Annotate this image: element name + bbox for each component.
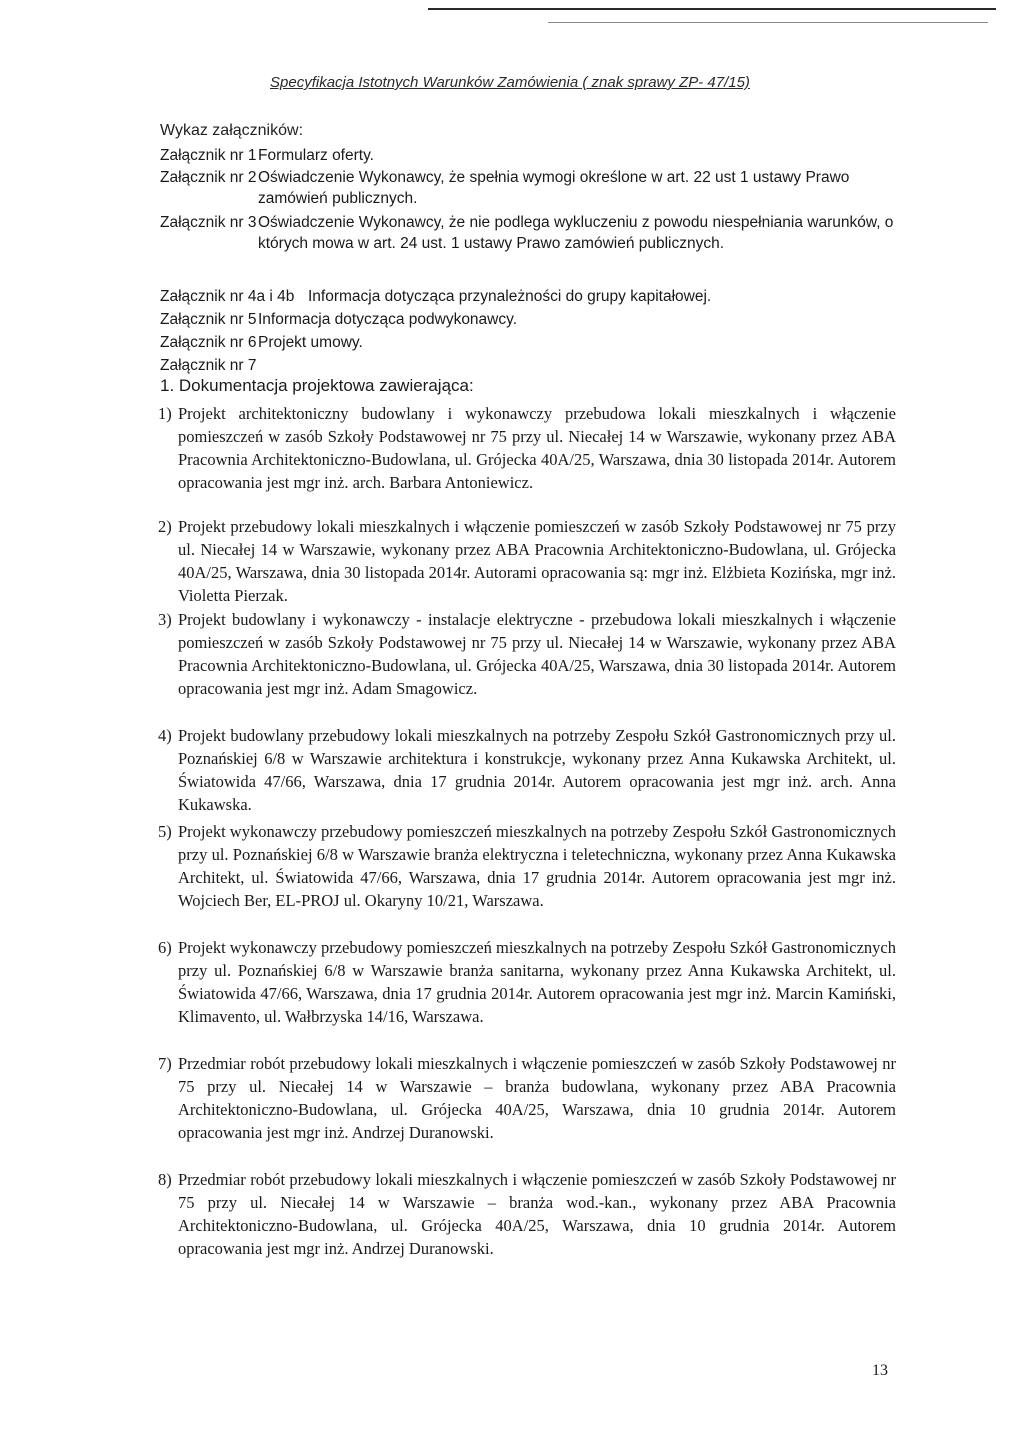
item-text: Projekt budowlany i wykonawczy - instalacje elektryczne - przebudowa lokali mieszkalnych i włączenie pomieszczeń w zasób Szkoły Podstawowej nr 75 przy ul. Niecałej 14 w Warszawie, wykonany przez ABA Pracownia Architektoniczno-Budowlana, ul. Grójecka 40A/25, Warszawa, dnia 30 listopada 2014r. Autorem opracowania jest mgr inż. Adam Smagowicz.: [178, 610, 896, 698]
item-number: 1): [158, 404, 172, 423]
page-header: Specyfikacja Istotnych Warunków Zamówienia ( znak sprawy ZP- 47/15): [270, 74, 750, 91]
item-text: Projekt budowlany przebudowy lokali mieszkalnych na potrzeby Zespołu Szkół Gastronomicznych przy ul. Poznańskiej 6/8 w Warszawie architektura i konstrukcje, wykonany przez Anna Kukawska Architekt, ul. Światowida 47/66, Warszawa, dnia 17 grudnia 2014r. Autorem opracowania jest mgr inż. arch. Anna Kukawska.: [178, 726, 896, 814]
annex-label: Załącznik nr 1: [160, 147, 257, 164]
annex-text: Informacja dotycząca podwykonawcy.: [258, 311, 518, 328]
annex-label: Załącznik nr 6: [160, 334, 257, 351]
top-rule: [428, 8, 996, 10]
annex-label: Załącznik nr 5: [160, 311, 257, 328]
documentation-heading: 1. Dokumentacja projektowa zawierająca:: [160, 376, 474, 395]
annex-text: Informacja dotycząca przynależności do grupy kapitałowej.: [308, 288, 712, 305]
item-number: 5): [158, 822, 172, 841]
annex-label: Załącznik nr 4a i 4b: [160, 288, 295, 305]
annex-list-heading: Wykaz załączników:: [160, 122, 304, 139]
item-text: Projekt wykonawczy przebudowy pomieszczeń mieszkalnych na potrzeby Zespołu Szkół Gastronomicznych przy ul. Poznańskiej 6/8 w Warszawie branża elektryczna i teletechniczna, wykonany przez Anna Kukawska Architekt, ul. Światowida 47/66, Warszawa, dnia 17 grudnia 2014r. Autorem opracowania jest mgr inż. Wojciech Ber, EL-PROJ ul. Okaryny 10/21, Warszawa.: [178, 822, 896, 910]
annex-text: Oświadczenie Wykonawcy, że nie podlega wykluczeniu z powodu niespełniania warunków, o których mowa w art. 24 ust. 1 ustawy Prawo zamówień publicznych.: [258, 214, 894, 252]
annex-label: Załącznik nr 2: [160, 169, 257, 186]
item-text: Przedmiar robót przebudowy lokali mieszkalnych i włączenie pomieszczeń w zasób Szkoły Podstawowej nr 75 przy ul. Niecałej 14 w Warszawie – branża budowlana, wykonany przez ABA Pracownia Architektoniczno-Budowlana, ul. Grójecka 40A/25, Warszawa, dnia 10 grudnia 2014r. Autorem opracowania jest mgr inż. Andrzej Duranowski.: [178, 1054, 896, 1142]
item-number: 3): [158, 610, 172, 629]
annex-label: Załącznik nr 7: [160, 357, 257, 374]
item-number: 6): [158, 938, 172, 957]
top-rule-thin: [548, 22, 988, 23]
item-number: 4): [158, 726, 172, 745]
item-number: 7): [158, 1054, 172, 1073]
annex-text: Oświadczenie Wykonawcy, że spełnia wymogi określone w art. 22 ust 1 ustawy Prawo zamówień publicznych.: [258, 169, 850, 207]
page-number: 13: [872, 1362, 888, 1379]
item-text: Przedmiar robót przebudowy lokali mieszkalnych i włączenie pomieszczeń w zasób Szkoły Podstawowej nr 75 przy ul. Niecałej 14 w Warszawie – branża wod.-kan., wykonany przez ABA Pracownia Architektoniczno-Budowlana, ul. Grójecka 40A/25, Warszawa, dnia 10 grudnia 2014r. Autorem opracowania jest mgr inż. Andrzej Duranowski.: [178, 1170, 896, 1258]
item-text: Projekt przebudowy lokali mieszkalnych i włączenie pomieszczeń w zasób Szkoły Podstawowej nr 75 przy ul. Niecałej 14 w Warszawie, wykonany przez ABA Pracownia Architektoniczno-Budowlana, ul. Grójecka 40A/25, Warszawa, dnia 30 listopada 2014r. Autorami opracowania są: mgr inż. Elżbieta Kozińska, mgr inż. Violetta Pierzak.: [178, 517, 896, 605]
annex-text: Formularz oferty.: [258, 147, 374, 164]
annex-label: Załącznik nr 3: [160, 214, 257, 231]
item-text: Projekt wykonawczy przebudowy pomieszczeń mieszkalnych na potrzeby Zespołu Szkół Gastronomicznych przy ul. Poznańskiej 6/8 w Warszawie branża sanitarna, wykonany przez Anna Kukawska Architekt, ul. Światowida 47/66, Warszawa, dnia 17 grudnia 2014r. Autorem opracowania jest mgr inż. Marcin Kamiński, Klimavento, ul. Wałbrzyska 14/16, Warszawa.: [178, 938, 896, 1026]
item-number: 8): [158, 1170, 172, 1189]
annex-text: Projekt umowy.: [258, 334, 363, 351]
item-number: 2): [158, 517, 172, 536]
item-text: Projekt architektoniczny budowlany i wykonawczy przebudowa lokali mieszkalnych i włączenie pomieszczeń w zasób Szkoły Podstawowej nr 75 przy ul. Niecałej 14 w Warszawie, wykonany przez ABA Pracownia Architektoniczno-Budowlana, ul. Grójecka 40A/25, Warszawa, dnia 30 listopada 2014r. Autorem opracowania jest mgr inż. arch. Barbara Antoniewicz.: [178, 404, 896, 492]
